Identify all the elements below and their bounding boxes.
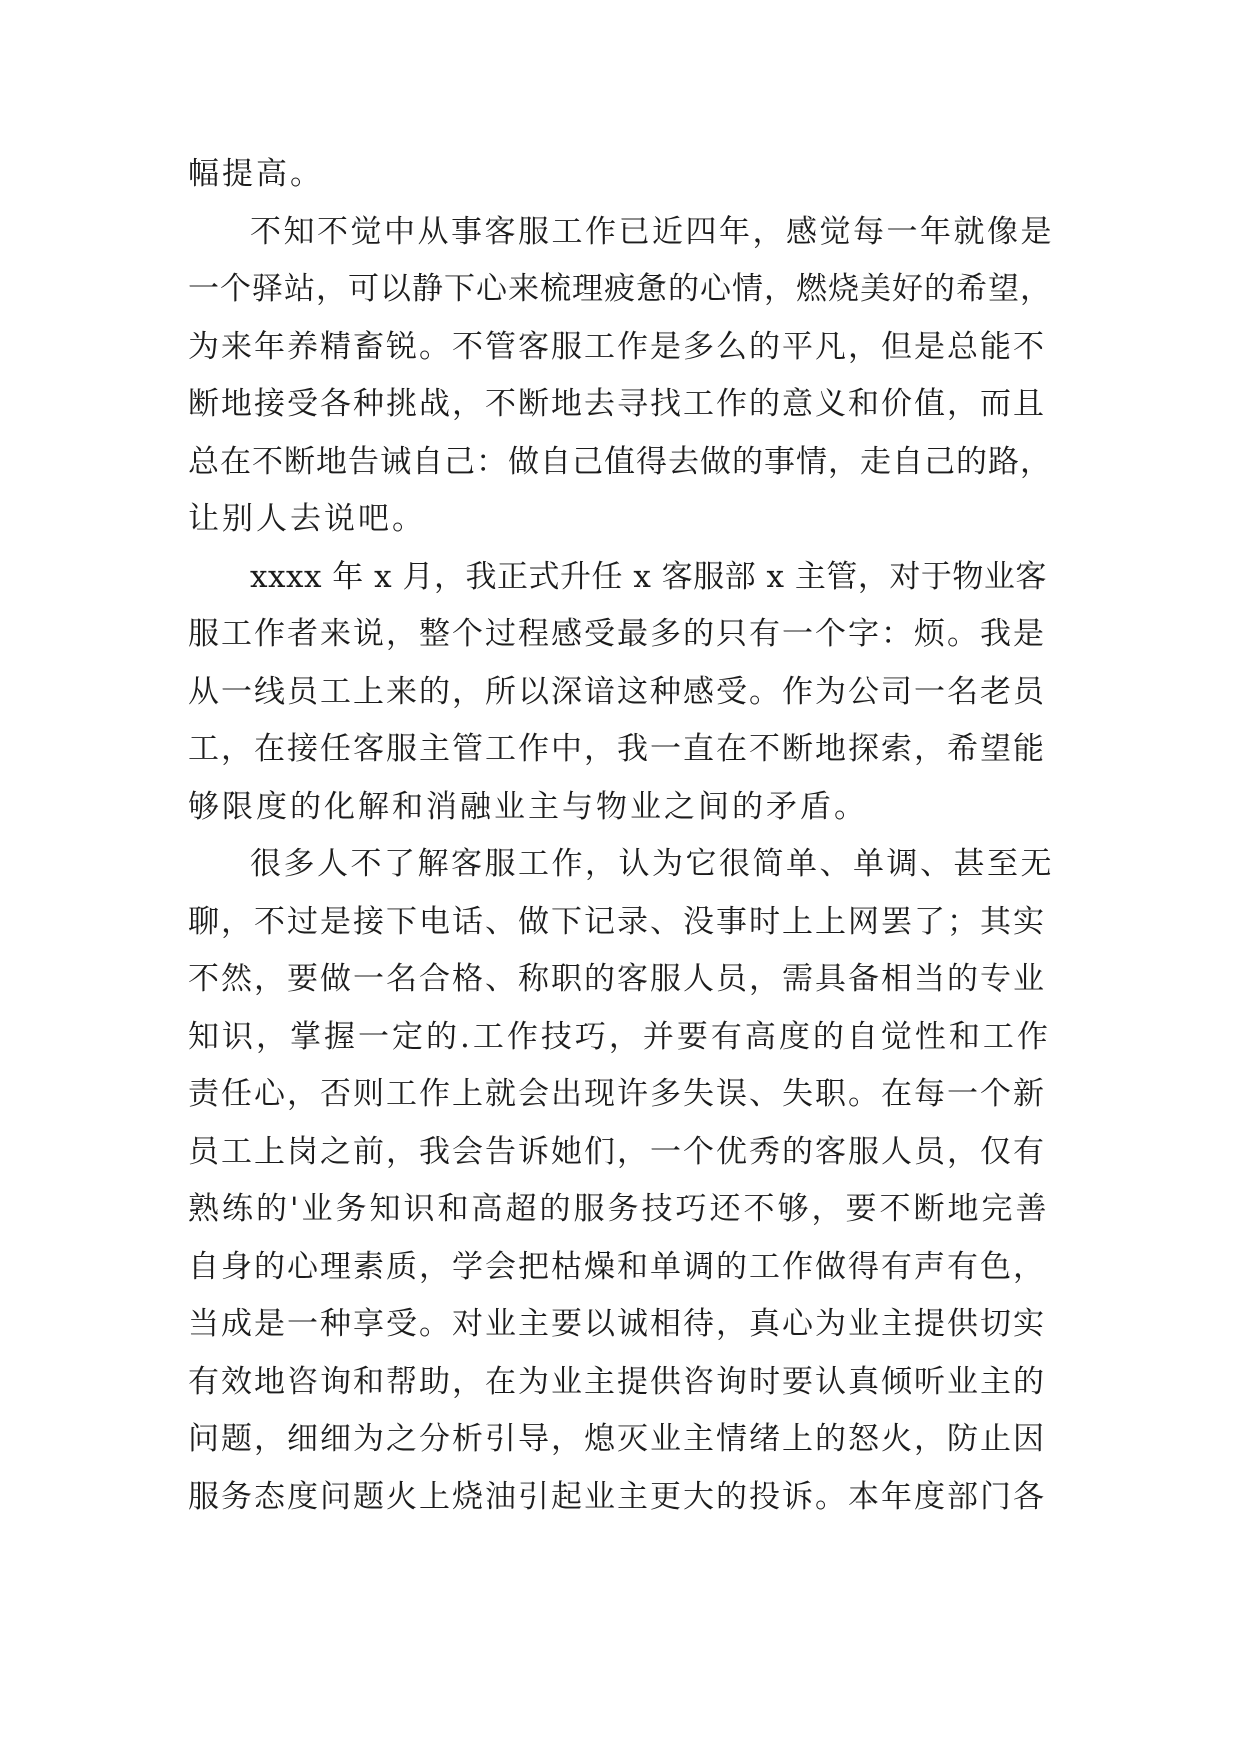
paragraph-first-line: 很多人不了解客服工作，认为它很简单、单调、甚至无 [250, 846, 1054, 882]
text-line: 熟练的'业务知识和高超的服务技巧还不够，要不断地完善 [188, 1191, 1050, 1227]
text-line: 问题，细细为之分析引导，熄灭业主情绪上的怒火，防止因 [188, 1421, 1046, 1457]
document-body [188, 146, 1058, 1526]
text-line: 断地接受各种挑战，不断地去寻找工作的意义和价值，而且 [188, 386, 1046, 422]
text-line: 自身的心理素质，学会把枯燥和单调的工作做得有声有色， [188, 1248, 1046, 1285]
text-line: 为来年养精畜锐。不管客服工作是多么的平凡，但是总能不 [188, 328, 1046, 365]
text-line: 一个驿站，可以静下心来梳理疲惫的心情，燃烧美好的希望， [188, 271, 1052, 307]
text-line: 当成是一种享受。对业主要以诚相待，真心为业主提供切实 [188, 1306, 1046, 1342]
text-line: 员工上岗之前，我会告诉她们，一个优秀的客服人员，仅有 [188, 1133, 1046, 1170]
text-line: 服务态度问题火上烧油引起业主更大的投诉。本年度部门各 [188, 1478, 1046, 1515]
text-line: 让别人去说吧。 [188, 501, 426, 537]
text-line: 工，在接任客服主管工作中，我一直在不断地探索，希望能 [188, 731, 1046, 767]
text-line: 知识，掌握一定的.工作技巧，并要有高度的自觉性和工作 [188, 1018, 1051, 1055]
text-line: 不然，要做一名合格、称职的客服人员，需具备相当的专业 [188, 961, 1046, 997]
text-line: 服工作者来说，整个过程感受最多的只有一个字：烦。我是 [188, 616, 1046, 652]
text-line: 有效地咨询和帮助，在为业主提供咨询时要认真倾听业主的 [188, 1363, 1046, 1400]
text-line: 聊，不过是接下电话、做下记录、没事时上上网罢了；其实 [188, 903, 1046, 940]
paragraph-first-line: xxxx 年 x 月，我正式升任 x 客服部 x 主管，对于物业客 [250, 558, 1047, 595]
text-line: 责任心，否则工作上就会出现许多失误、失职。在每一个新 [188, 1076, 1046, 1112]
text-line: 幅提高。 [188, 156, 324, 192]
text-line: 总在不断地告诫自己：做自己值得去做的事情，走自己的路， [188, 443, 1052, 480]
text-line: 从一线员工上来的，所以深谙这种感受。作为公司一名老员 [188, 673, 1046, 710]
paragraph-first-line: 不知不觉中从事客服工作已近四年，感觉每一年就像是 [250, 213, 1054, 250]
text-line: 够限度的化解和消融业主与物业之间的矛盾。 [188, 788, 868, 825]
